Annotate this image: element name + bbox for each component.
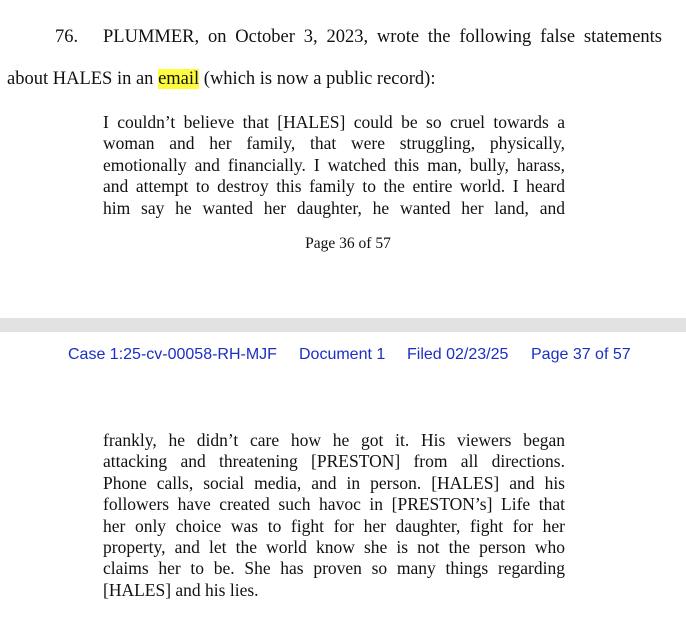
block-quote-part-1	[103, 112, 565, 219]
quote-line: property, and let the world know she is not the person who	[103, 537, 565, 558]
quote-line: [HALES] and his lies.	[103, 579, 259, 600]
quote-line: attacking and threatening [PRESTON] from all directions.	[103, 451, 565, 472]
quote-line: claims her to be. She has proven so many things regarding	[103, 558, 565, 579]
header-document: Document 1	[299, 346, 386, 363]
page-number: Page 36 of 57	[305, 235, 391, 252]
header-filed-date: Filed 02/23/25	[407, 346, 509, 363]
quote-line: I couldn’t believe that [HALES] could be so cruel towards a	[103, 112, 565, 132]
paragraph-text-after-highlight: (which is now a public record):	[199, 69, 436, 89]
paragraph-number: 76.	[55, 27, 79, 47]
quote-line: her only choice was to fight for her daughter, fight for her	[103, 515, 565, 536]
page-break-gap	[0, 318, 686, 332]
quote-line: woman and her family, that were struggling, physically,	[103, 133, 565, 154]
block-quote-part-2	[103, 430, 565, 601]
paragraph-76-line-2	[7, 68, 435, 90]
header-case-number: Case 1:25-cv-00058-RH-MJF	[68, 346, 277, 363]
quote-line: him say he wanted her daughter, he wanted her land, and	[103, 197, 565, 218]
header-page-count: Page 37 of 57	[531, 346, 631, 363]
highlighted-word: email	[158, 69, 200, 89]
paragraph-text-before-highlight: about HALES in an	[7, 69, 159, 89]
quote-line: Phone calls, social media, and in person. [HALES] and his	[103, 472, 565, 493]
quote-line: emotionally and financially. I watched this man, bully, harass,	[103, 154, 565, 175]
paragraph-text-line-1: PLUMMER, on October 3, 2023, wrote the following false statements	[103, 27, 662, 47]
quote-line: and attempt to destroy this family to the entire world. I heard	[103, 176, 565, 197]
quote-line: followers have created such havoc in [PRESTON’s] Life that	[103, 494, 565, 515]
quote-line: frankly, he didn’t care how he got it. His viewers began	[103, 430, 565, 450]
